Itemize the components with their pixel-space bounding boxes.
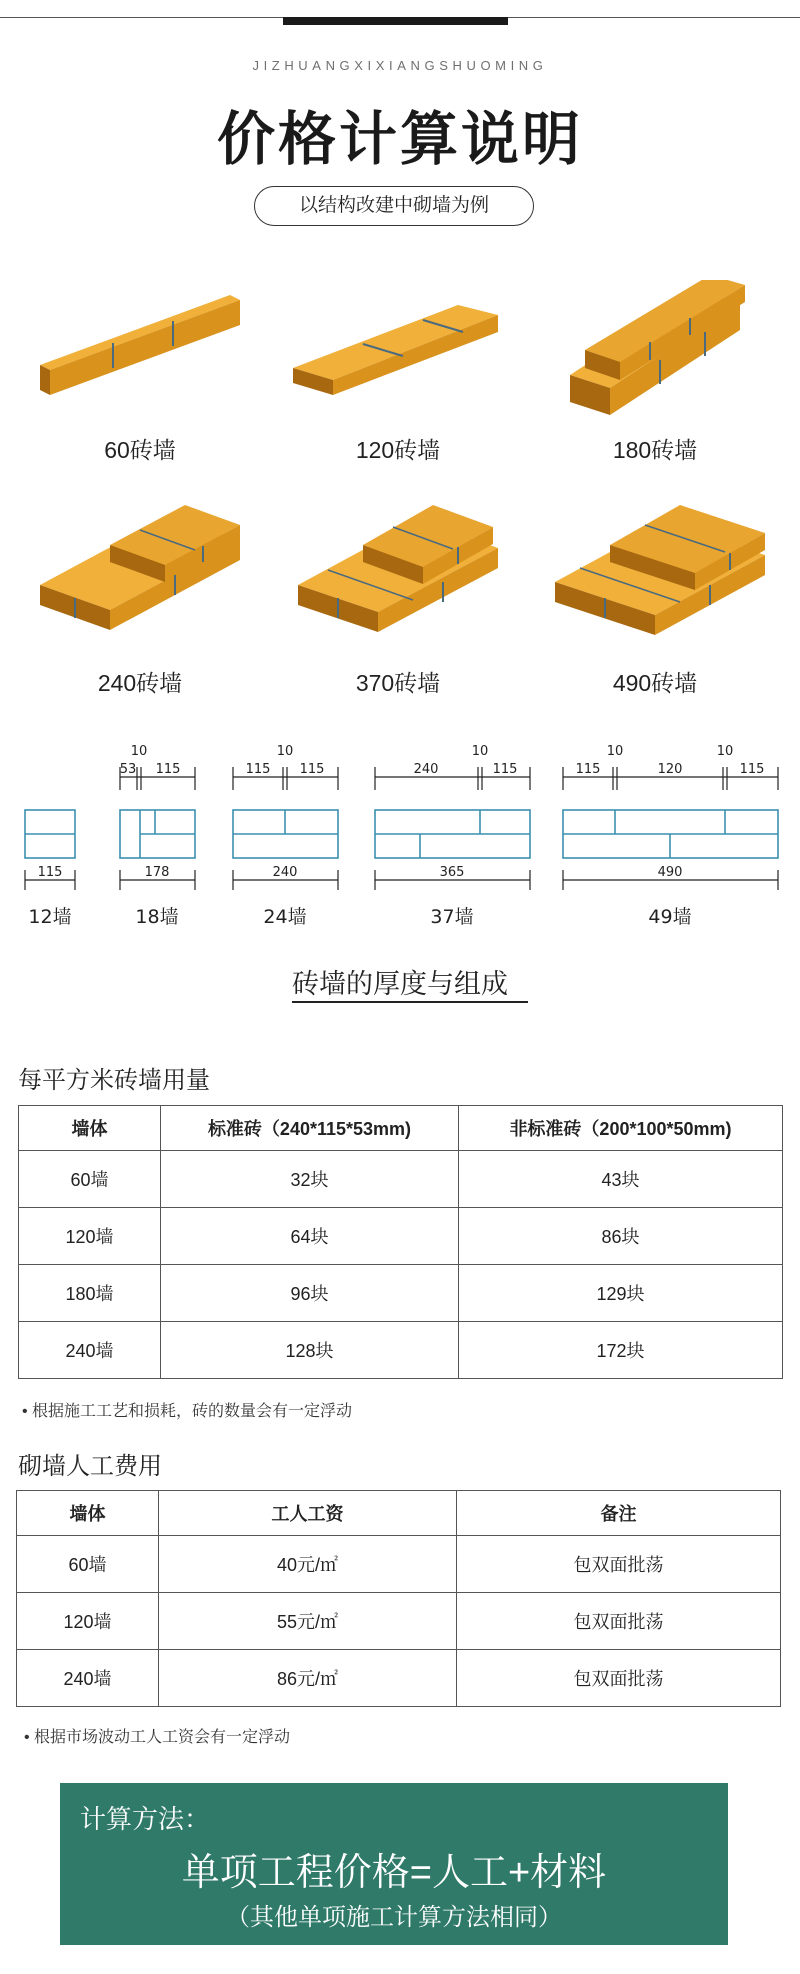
calculation-method-panel: [60, 1783, 728, 1945]
wall-180-label: 180砖墙: [612, 437, 698, 463]
brick-usage-table: [18, 1105, 783, 1379]
page-title: 价格计算说明: [216, 107, 583, 172]
table-cell: 120墙: [17, 1593, 159, 1650]
labor-cost-note: • 根据市场波动工人工资会有一定浮动: [24, 1729, 291, 1746]
table-cell: 包双面批荡: [457, 1593, 781, 1650]
table-cell: 包双面批荡: [457, 1650, 781, 1707]
labor-cost-table: [16, 1490, 781, 1707]
header-cell: 标准砖（240*115*53mm): [161, 1106, 459, 1151]
dim-49-total: 490: [657, 865, 683, 880]
table-cell: 60墙: [17, 1536, 159, 1593]
table-header-row: [17, 1491, 781, 1536]
dim-12-total: 115: [37, 865, 63, 880]
wall-49-name: 49墙: [648, 906, 692, 928]
calc-subtitle: （其他单项施工计算方法相同）: [226, 1904, 562, 1931]
table-cell: 128块: [161, 1322, 459, 1379]
table-cell: 120墙: [19, 1208, 161, 1265]
table-cell: 32块: [161, 1151, 459, 1208]
header-cell: 备注: [457, 1491, 781, 1536]
dim-37-b: 10: [471, 744, 489, 759]
wall-60-label: 60砖墙: [104, 437, 176, 463]
diagram-caption: 砖墙的厚度与组成: [292, 969, 508, 1000]
table-header-row: [19, 1106, 783, 1151]
dim-49-e: 115: [739, 762, 765, 777]
brick-usage-note: • 根据施工工艺和损耗，砖的数量会有一定浮动: [22, 1403, 353, 1420]
brick-usage-title: 每平方米砖墙用量: [18, 1067, 210, 1094]
table-row: [19, 1151, 783, 1208]
dim-37-c: 115: [492, 762, 518, 777]
table-row: [17, 1650, 781, 1707]
caption-underline: [292, 1001, 528, 1003]
dim-49-c: 120: [657, 762, 683, 777]
labor-cost-title: 砌墙人工费用: [18, 1453, 162, 1480]
wall-240-label: 240砖墙: [97, 670, 183, 696]
wall-24-name: 24墙: [263, 906, 307, 928]
dim-49-b: 10: [606, 744, 624, 759]
wall-180-illustration: [540, 280, 770, 435]
table-cell: 43块: [459, 1151, 783, 1208]
thickness-diagram: [15, 735, 790, 950]
calc-label: 计算方法：: [80, 1804, 211, 1834]
table-cell: 172块: [459, 1322, 783, 1379]
wall-240-illustration: [25, 490, 255, 645]
table-row: [17, 1593, 781, 1650]
dim-24-b: 10: [276, 744, 294, 759]
table-cell: 180墙: [19, 1265, 161, 1322]
table-cell: 129块: [459, 1265, 783, 1322]
top-accent-bar: [283, 17, 508, 25]
table-cell: 86块: [459, 1208, 783, 1265]
wall-370-illustration: [283, 490, 513, 645]
dim-24-a: 115: [245, 762, 271, 777]
dim-37-a: 240: [413, 762, 439, 777]
pinyin-subtitle: JIZHUANGXIXIANGSHUOMING: [252, 58, 548, 73]
table-cell: 240墙: [19, 1322, 161, 1379]
table-cell: 包双面批荡: [457, 1536, 781, 1593]
table-cell: 96块: [161, 1265, 459, 1322]
table-cell: 60墙: [19, 1151, 161, 1208]
dim-18-b: 10: [130, 744, 148, 759]
dim-37-total: 365: [439, 865, 465, 880]
table-cell: 86元/㎡: [159, 1650, 457, 1707]
dim-49-a: 115: [575, 762, 601, 777]
table-row: [19, 1265, 783, 1322]
dim-24-c: 115: [299, 762, 325, 777]
dim-18-total: 178: [144, 865, 170, 880]
table-row: [17, 1536, 781, 1593]
wall-60-illustration: [25, 280, 255, 435]
table-row: [19, 1322, 783, 1379]
wall-370-label: 370砖墙: [355, 670, 441, 696]
table-row: [19, 1208, 783, 1265]
table-cell: 40元/㎡: [159, 1536, 457, 1593]
table-cell: 55元/㎡: [159, 1593, 457, 1650]
dim-18-c: 115: [155, 762, 181, 777]
header-cell: 非标准砖（200*100*50mm): [459, 1106, 783, 1151]
header-cell: 工人工资: [159, 1491, 457, 1536]
wall-490-label: 490砖墙: [612, 670, 698, 696]
wall-18-name: 18墙: [135, 906, 179, 928]
wall-490-illustration: [540, 490, 770, 645]
table-cell: 240墙: [17, 1650, 159, 1707]
dim-24-total: 240: [272, 865, 298, 880]
wall-120-illustration: [283, 280, 513, 435]
example-pill: 以结构改建中砌墙为例: [254, 186, 534, 226]
header-cell: 墙体: [19, 1106, 161, 1151]
calc-formula: 单项工程价格=人工+材料: [181, 1852, 607, 1894]
wall-120-label: 120砖墙: [355, 437, 441, 463]
wall-37-name: 37墙: [430, 906, 474, 928]
dim-18-a: 53: [119, 762, 137, 777]
dim-49-d: 10: [716, 744, 734, 759]
wall-12-name: 12墙: [28, 906, 72, 928]
table-cell: 64块: [161, 1208, 459, 1265]
header-cell: 墙体: [17, 1491, 159, 1536]
